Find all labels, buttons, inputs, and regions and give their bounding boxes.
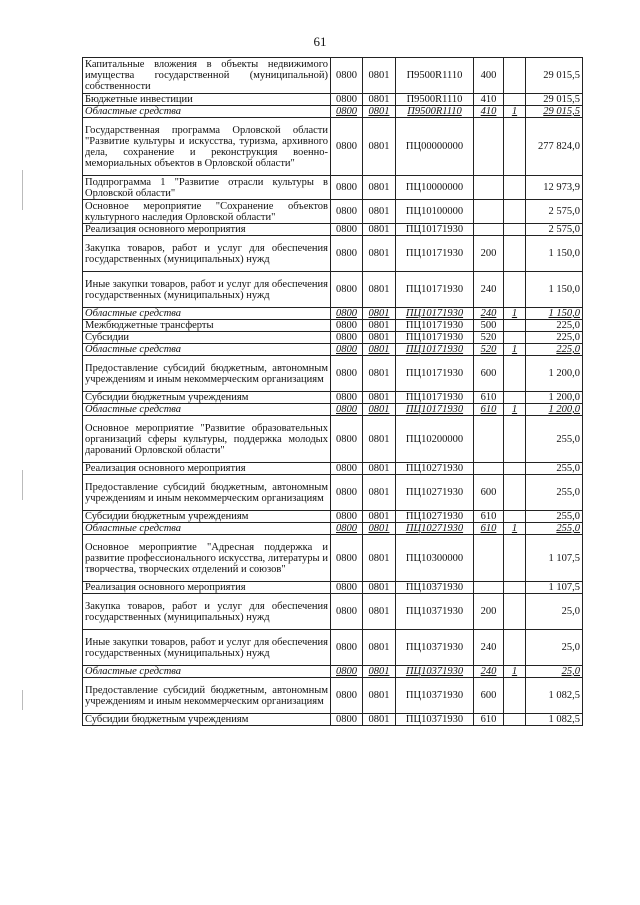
expense-type-cell: 400 [474, 58, 504, 94]
expense-type-cell: 610 [474, 714, 504, 726]
fund-source-cell [504, 224, 526, 236]
table-row [83, 463, 583, 475]
fund-source-cell [504, 535, 526, 582]
subsection-code-cell: 0801 [363, 176, 396, 200]
fund-source-cell [504, 176, 526, 200]
expense-type-cell [474, 224, 504, 236]
item-name-cell: Областные средства [83, 344, 331, 356]
fund-source-cell [504, 678, 526, 714]
target-article-cell: ПЦ10271930 [396, 475, 474, 511]
table-row [83, 224, 583, 236]
item-name-cell: Основное мероприятие "Адресная поддержка и развитие профессионального искусства, литературы и творчества, творческих отделений и союзов" [83, 535, 331, 582]
expense-type-cell: 600 [474, 678, 504, 714]
table-row [83, 106, 583, 118]
amount-cell: 255,0 [526, 463, 583, 475]
item-name-cell: Предоставление субсидий бюджетным, автономным учреждениям и иным некоммерческим организациям [83, 356, 331, 392]
table-row [83, 118, 583, 176]
table-row [83, 332, 583, 344]
subsection-code-cell: 0801 [363, 94, 396, 106]
subsection-code-cell: 0801 [363, 463, 396, 475]
expense-type-cell: 240 [474, 630, 504, 666]
section-code-cell: 0800 [331, 176, 363, 200]
expense-type-cell: 200 [474, 236, 504, 272]
binding-mark [22, 690, 23, 710]
amount-cell: 29 015,5 [526, 106, 583, 118]
subsection-code-cell: 0801 [363, 356, 396, 392]
amount-cell: 225,0 [526, 344, 583, 356]
table-row [83, 535, 583, 582]
fund-source-cell: 1 [504, 666, 526, 678]
amount-cell: 1 200,0 [526, 356, 583, 392]
fund-source-cell: 1 [504, 523, 526, 535]
expense-type-cell [474, 463, 504, 475]
fund-source-cell [504, 463, 526, 475]
amount-cell: 1 200,0 [526, 392, 583, 404]
target-article-cell: ПЦ00000000 [396, 118, 474, 176]
item-name-cell: Субсидии бюджетным учреждениям [83, 511, 331, 523]
section-code-cell: 0800 [331, 106, 363, 118]
budget-table-body [83, 58, 583, 726]
fund-source-cell [504, 236, 526, 272]
item-name-cell: Реализация основного мероприятия [83, 224, 331, 236]
amount-cell: 277 824,0 [526, 118, 583, 176]
target-article-cell: П9500R1110 [396, 58, 474, 94]
fund-source-cell [504, 475, 526, 511]
fund-source-cell [504, 714, 526, 726]
section-code-cell: 0800 [331, 332, 363, 344]
fund-source-cell [504, 272, 526, 308]
section-code-cell: 0800 [331, 416, 363, 463]
table-row [83, 475, 583, 511]
table-row [83, 392, 583, 404]
item-name-cell: Реализация основного мероприятия [83, 582, 331, 594]
expense-type-cell: 500 [474, 320, 504, 332]
binding-mark [22, 470, 23, 500]
amount-cell: 255,0 [526, 475, 583, 511]
expense-type-cell: 600 [474, 356, 504, 392]
item-name-cell: Областные средства [83, 308, 331, 320]
section-code-cell: 0800 [331, 118, 363, 176]
section-code-cell: 0800 [331, 320, 363, 332]
amount-cell: 1 150,0 [526, 236, 583, 272]
target-article-cell: ПЦ10300000 [396, 535, 474, 582]
section-code-cell: 0800 [331, 714, 363, 726]
binding-mark [22, 170, 23, 210]
amount-cell: 29 015,5 [526, 94, 583, 106]
expense-type-cell: 410 [474, 94, 504, 106]
section-code-cell: 0800 [331, 94, 363, 106]
target-article-cell: ПЦ10171930 [396, 236, 474, 272]
amount-cell: 1 082,5 [526, 678, 583, 714]
table-row [83, 630, 583, 666]
table-row [83, 356, 583, 392]
target-article-cell: П9500R1110 [396, 106, 474, 118]
expense-type-cell: 520 [474, 332, 504, 344]
section-code-cell: 0800 [331, 392, 363, 404]
expense-type-cell: 200 [474, 594, 504, 630]
section-code-cell: 0800 [331, 272, 363, 308]
table-row [83, 272, 583, 308]
amount-cell: 12 973,9 [526, 176, 583, 200]
section-code-cell: 0800 [331, 236, 363, 272]
expense-type-cell: 520 [474, 344, 504, 356]
expense-type-cell: 600 [474, 475, 504, 511]
item-name-cell: Областные средства [83, 106, 331, 118]
section-code-cell: 0800 [331, 535, 363, 582]
target-article-cell: ПЦ10271930 [396, 463, 474, 475]
fund-source-cell: 1 [504, 404, 526, 416]
expense-type-cell: 610 [474, 511, 504, 523]
target-article-cell: ПЦ10000000 [396, 176, 474, 200]
amount-cell: 2 575,0 [526, 224, 583, 236]
amount-cell: 255,0 [526, 523, 583, 535]
subsection-code-cell: 0801 [363, 308, 396, 320]
fund-source-cell [504, 392, 526, 404]
fund-source-cell [504, 630, 526, 666]
table-row [83, 94, 583, 106]
fund-source-cell [504, 594, 526, 630]
expense-type-cell: 240 [474, 666, 504, 678]
item-name-cell: Закупка товаров, работ и услуг для обеспечения государственных (муниципальных) нужд [83, 236, 331, 272]
target-article-cell: П9500R1110 [396, 94, 474, 106]
subsection-code-cell: 0801 [363, 404, 396, 416]
fund-source-cell [504, 511, 526, 523]
amount-cell: 25,0 [526, 594, 583, 630]
subsection-code-cell: 0801 [363, 236, 396, 272]
target-article-cell: ПЦ10171930 [396, 332, 474, 344]
expense-type-cell: 240 [474, 308, 504, 320]
section-code-cell: 0800 [331, 58, 363, 94]
item-name-cell: Субсидии бюджетным учреждениям [83, 714, 331, 726]
target-article-cell: ПЦ10171930 [396, 308, 474, 320]
target-article-cell: ПЦ10200000 [396, 416, 474, 463]
target-article-cell: ПЦ10371930 [396, 630, 474, 666]
amount-cell: 225,0 [526, 320, 583, 332]
section-code-cell: 0800 [331, 511, 363, 523]
target-article-cell: ПЦ10171930 [396, 320, 474, 332]
table-row [83, 200, 583, 224]
table-row [83, 236, 583, 272]
section-code-cell: 0800 [331, 666, 363, 678]
item-name-cell: Межбюджетные трансферты [83, 320, 331, 332]
fund-source-cell [504, 200, 526, 224]
subsection-code-cell: 0801 [363, 118, 396, 176]
expense-type-cell: 410 [474, 106, 504, 118]
target-article-cell: ПЦ10171930 [396, 404, 474, 416]
amount-cell: 25,0 [526, 666, 583, 678]
section-code-cell: 0800 [331, 404, 363, 416]
table-row [83, 308, 583, 320]
amount-cell: 225,0 [526, 332, 583, 344]
expense-type-cell [474, 176, 504, 200]
fund-source-cell [504, 356, 526, 392]
subsection-code-cell: 0801 [363, 332, 396, 344]
table-row [83, 714, 583, 726]
section-code-cell: 0800 [331, 463, 363, 475]
amount-cell: 2 575,0 [526, 200, 583, 224]
fund-source-cell [504, 118, 526, 176]
table-row [83, 416, 583, 463]
subsection-code-cell: 0801 [363, 714, 396, 726]
item-name-cell: Основное мероприятие "Развитие образовательных организаций сферы культуры, поддержка молодых дарований Орловской области" [83, 416, 331, 463]
subsection-code-cell: 0801 [363, 344, 396, 356]
amount-cell: 1 107,5 [526, 535, 583, 582]
target-article-cell: ПЦ10371930 [396, 678, 474, 714]
fund-source-cell [504, 416, 526, 463]
budget-table [82, 57, 583, 726]
section-code-cell: 0800 [331, 224, 363, 236]
target-article-cell: ПЦ10371930 [396, 714, 474, 726]
subsection-code-cell: 0801 [363, 416, 396, 463]
section-code-cell: 0800 [331, 523, 363, 535]
item-name-cell: Бюджетные инвестиции [83, 94, 331, 106]
expense-type-cell [474, 535, 504, 582]
subsection-code-cell: 0801 [363, 535, 396, 582]
fund-source-cell: 1 [504, 106, 526, 118]
target-article-cell: ПЦ10371930 [396, 582, 474, 594]
subsection-code-cell: 0801 [363, 475, 396, 511]
item-name-cell: Иные закупки товаров, работ и услуг для обеспечения государственных (муниципальных) нужд [83, 630, 331, 666]
subsection-code-cell: 0801 [363, 320, 396, 332]
subsection-code-cell: 0801 [363, 200, 396, 224]
subsection-code-cell: 0801 [363, 666, 396, 678]
subsection-code-cell: 0801 [363, 58, 396, 94]
fund-source-cell: 1 [504, 344, 526, 356]
section-code-cell: 0800 [331, 308, 363, 320]
expense-type-cell: 610 [474, 523, 504, 535]
subsection-code-cell: 0801 [363, 523, 396, 535]
fund-source-cell [504, 582, 526, 594]
subsection-code-cell: 0801 [363, 594, 396, 630]
item-name-cell: Иные закупки товаров, работ и услуг для обеспечения государственных (муниципальных) нужд [83, 272, 331, 308]
section-code-cell: 0800 [331, 594, 363, 630]
subsection-code-cell: 0801 [363, 630, 396, 666]
target-article-cell: ПЦ10371930 [396, 666, 474, 678]
section-code-cell: 0800 [331, 356, 363, 392]
target-article-cell: ПЦ10171930 [396, 272, 474, 308]
target-article-cell: ПЦ10271930 [396, 511, 474, 523]
item-name-cell: Предоставление субсидий бюджетным, автономным учреждениям и иным некоммерческим организациям [83, 678, 331, 714]
table-row [83, 678, 583, 714]
amount-cell: 1 150,0 [526, 308, 583, 320]
fund-source-cell [504, 332, 526, 344]
amount-cell: 29 015,5 [526, 58, 583, 94]
item-name-cell: Подпрограмма 1 "Развитие отрасли культуры в Орловской области" [83, 176, 331, 200]
item-name-cell: Закупка товаров, работ и услуг для обеспечения государственных (муниципальных) нужд [83, 594, 331, 630]
item-name-cell: Субсидии бюджетным учреждениям [83, 392, 331, 404]
amount-cell: 25,0 [526, 630, 583, 666]
item-name-cell: Государственная программа Орловской области "Развитие культуры и искусства, туризма, архивного дела, сохранение и реконструкция военно-мемориальных объектов в Орловской области" [83, 118, 331, 176]
target-article-cell: ПЦ10171930 [396, 356, 474, 392]
table-row [83, 344, 583, 356]
expense-type-cell [474, 416, 504, 463]
subsection-code-cell: 0801 [363, 678, 396, 714]
table-row [83, 176, 583, 200]
section-code-cell: 0800 [331, 582, 363, 594]
item-name-cell: Областные средства [83, 523, 331, 535]
item-name-cell: Реализация основного мероприятия [83, 463, 331, 475]
amount-cell: 1 150,0 [526, 272, 583, 308]
subsection-code-cell: 0801 [363, 392, 396, 404]
item-name-cell: Областные средства [83, 404, 331, 416]
subsection-code-cell: 0801 [363, 511, 396, 523]
item-name-cell: Субсидии [83, 332, 331, 344]
table-row [83, 523, 583, 535]
item-name-cell: Основное мероприятие "Сохранение объектов культурного наследия Орловской области" [83, 200, 331, 224]
expense-type-cell [474, 118, 504, 176]
target-article-cell: ПЦ10271930 [396, 523, 474, 535]
subsection-code-cell: 0801 [363, 272, 396, 308]
table-row [83, 58, 583, 94]
fund-source-cell: 1 [504, 308, 526, 320]
section-code-cell: 0800 [331, 475, 363, 511]
table-row [83, 511, 583, 523]
table-row [83, 666, 583, 678]
expense-type-cell [474, 200, 504, 224]
table-row [83, 582, 583, 594]
subsection-code-cell: 0801 [363, 582, 396, 594]
section-code-cell: 0800 [331, 630, 363, 666]
section-code-cell: 0800 [331, 344, 363, 356]
expense-type-cell: 610 [474, 392, 504, 404]
section-code-cell: 0800 [331, 200, 363, 224]
expense-type-cell [474, 582, 504, 594]
section-code-cell: 0800 [331, 678, 363, 714]
table-row [83, 404, 583, 416]
item-name-cell: Предоставление субсидий бюджетным, автономным учреждениям и иным некоммерческим организациям [83, 475, 331, 511]
page-number: 61 [313, 34, 327, 49]
table-row [83, 320, 583, 332]
expense-type-cell: 240 [474, 272, 504, 308]
amount-cell: 1 107,5 [526, 582, 583, 594]
target-article-cell: ПЦ10171930 [396, 392, 474, 404]
item-name-cell: Капитальные вложения в объекты недвижимого имущества государственной (муниципальной) собственности [83, 58, 331, 94]
amount-cell: 1 082,5 [526, 714, 583, 726]
target-article-cell: ПЦ10371930 [396, 594, 474, 630]
subsection-code-cell: 0801 [363, 106, 396, 118]
target-article-cell: ПЦ10171930 [396, 344, 474, 356]
subsection-code-cell: 0801 [363, 224, 396, 236]
item-name-cell: Областные средства [83, 666, 331, 678]
amount-cell: 1 200,0 [526, 404, 583, 416]
amount-cell: 255,0 [526, 511, 583, 523]
table-row [83, 594, 583, 630]
fund-source-cell [504, 58, 526, 94]
fund-source-cell [504, 94, 526, 106]
target-article-cell: ПЦ10100000 [396, 200, 474, 224]
amount-cell: 255,0 [526, 416, 583, 463]
fund-source-cell [504, 320, 526, 332]
target-article-cell: ПЦ10171930 [396, 224, 474, 236]
expense-type-cell: 610 [474, 404, 504, 416]
